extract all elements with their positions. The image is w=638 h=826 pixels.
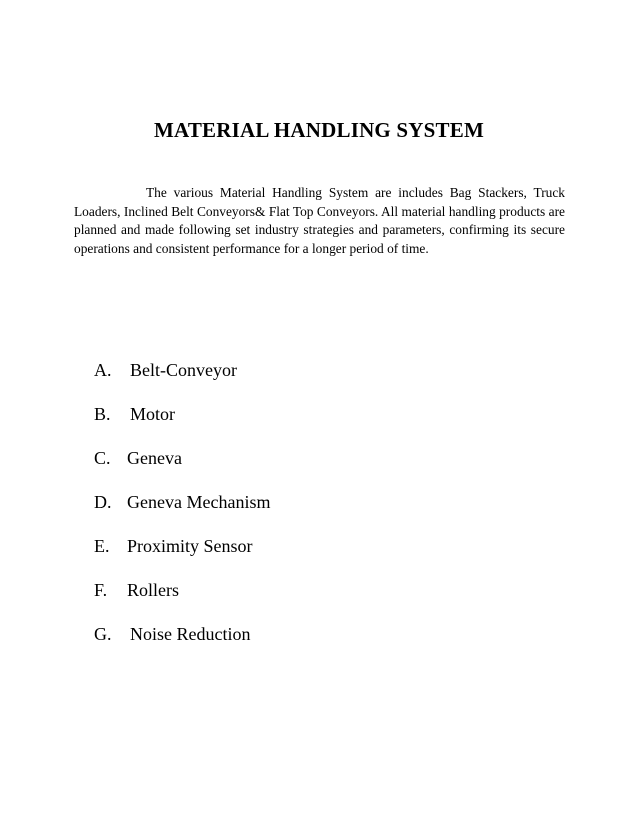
list-item	[94, 358, 270, 402]
list-item	[94, 490, 270, 534]
list-item-letter: D.	[94, 492, 112, 512]
list-item-letter: E.	[94, 536, 110, 556]
list-item-letter: G.	[94, 624, 112, 644]
list-item-text: Proximity Sensor	[127, 536, 253, 556]
list-item	[94, 402, 270, 446]
list-item-letter: C.	[94, 448, 111, 468]
list-item-text: Noise Reduction	[130, 624, 251, 644]
intro-paragraph: The various Material Handling System are includes Bag Stackers, Truck Loaders, Inclined Belt Conveyors& Flat Top Conveyors. All material handling products are planned and made following set industry strategies and parameters, confirming its secure operations and consistent performance for a longer period of time.	[74, 185, 565, 256]
list-item-letter: B.	[94, 404, 111, 424]
list-item-text: Belt-Conveyor	[130, 360, 237, 380]
list-item	[94, 622, 270, 666]
component-list	[94, 358, 270, 666]
list-item-letter: A.	[94, 360, 112, 380]
page-title: MATERIAL HANDLING SYSTEM	[154, 118, 484, 142]
list-item-text: Motor	[130, 404, 175, 424]
list-item	[94, 446, 270, 490]
list-item-text: Geneva Mechanism	[127, 492, 271, 512]
list-item	[94, 578, 270, 622]
list-item	[94, 534, 270, 578]
list-item-letter: F.	[94, 580, 108, 600]
list-item-text: Geneva	[127, 448, 182, 468]
list-item-text: Rollers	[127, 580, 179, 600]
